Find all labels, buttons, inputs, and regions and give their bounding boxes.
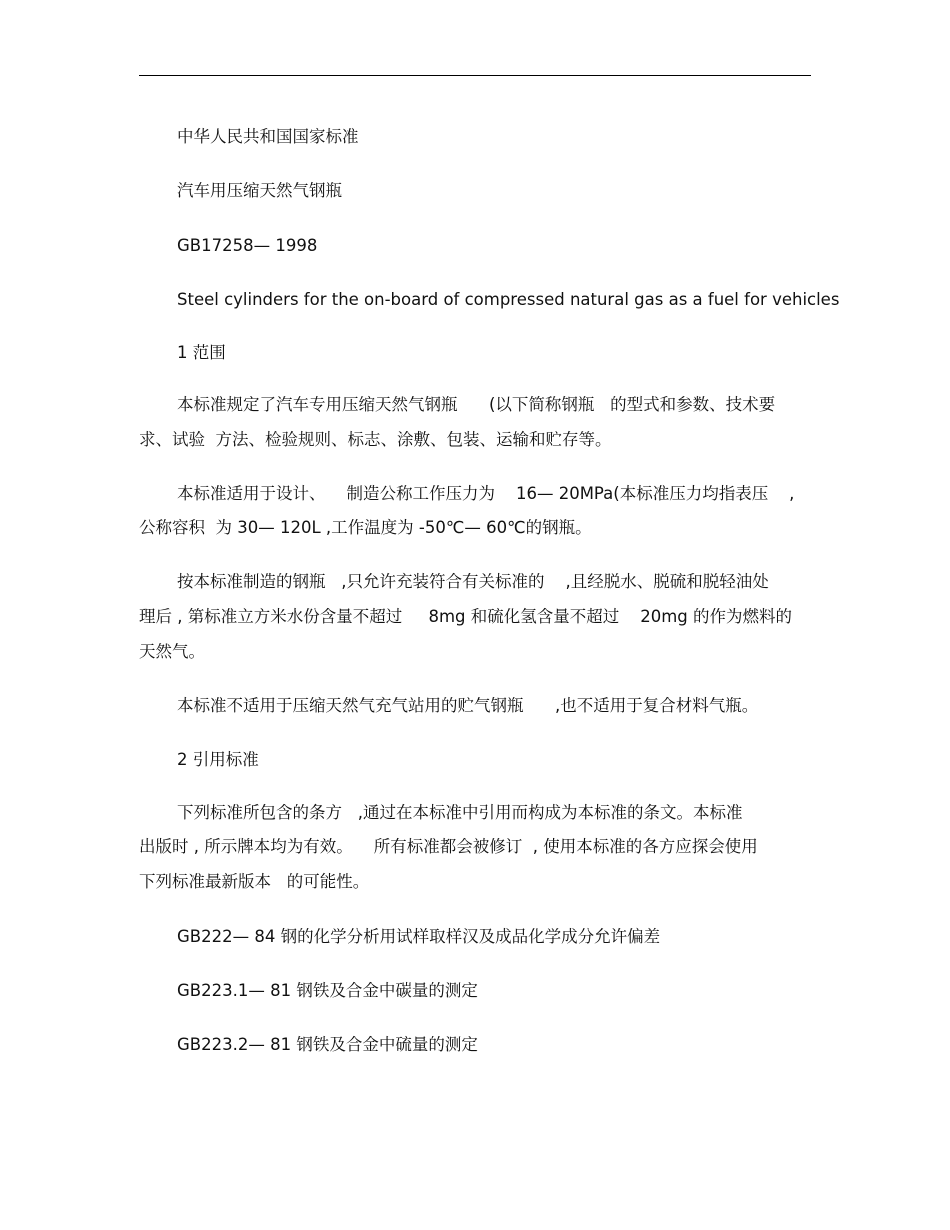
scope-paragraph-3-line-1: 按本标准制造的钢瓶 ,只允许充装符合有关标准的 ,且经脱水、脱硫和脱轻油处 — [177, 572, 769, 591]
reference-item: GB223.2— 81 钢铁及合金中硫量的测定 — [177, 1035, 478, 1054]
references-paragraph-line-1: 下列标准所包含的条方 ,通过在本标准中引用而构成为本标准的条文。本标准 — [177, 803, 743, 822]
scope-paragraph-3-line-2: 理后 , 第标准立方米水份含量不超过 8mg 和硫化氢含量不超过 20mg 的作为燃料的 — [139, 607, 793, 626]
references-paragraph-line-3: 下列标准最新版本 的可能性。 — [139, 872, 370, 891]
section-1-heading: 1 范围 — [177, 343, 226, 362]
reference-item: GB223.1— 81 钢铁及合金中碳量的测定 — [177, 981, 478, 1000]
references-paragraph-line-2: 出版时 , 所示牌本均为有效。 所有标准都会被修订 , 使用本标准的各方应探会使用 — [139, 837, 758, 856]
scope-paragraph-1-line-2: 求、试验 方法、检验规则、标志、涂敷、包装、运输和贮存等。 — [139, 430, 612, 449]
scope-paragraph-3-line-3: 天然气。 — [139, 642, 205, 661]
national-standard-label: 中华人民共和国国家标准 — [177, 127, 359, 146]
scope-paragraph-4: 本标准不适用于压缩天然气充气站用的贮气钢瓶 ,也不适用于复合材料气瓶。 — [177, 696, 759, 715]
reference-item: GB222— 84 钢的化学分析用试样取样汉及成品化学成分允许偏差 — [177, 927, 661, 946]
standard-title-en: Steel cylinders for the on-board of compressed natural gas as a fuel for vehicles — [177, 290, 840, 309]
standard-title-cn: 汽车用压缩天然气钢瓶 — [177, 181, 342, 200]
scope-paragraph-2-line-1: 本标准适用于设计、 制造公称工作压力为 16— 20MPa(本标准压力均指表压 , — [177, 484, 795, 503]
section-2-heading: 2 引用标准 — [177, 750, 259, 769]
scope-paragraph-2-line-2: 公称容积 为 30— 120L ,工作温度为 -50℃— 60℃的钢瓶。 — [139, 518, 592, 537]
header-rule — [139, 75, 811, 76]
standard-code: GB17258— 1998 — [177, 236, 318, 255]
scope-paragraph-1-line-1: 本标准规定了汽车专用压缩天然气钢瓶 (以下简称钢瓶 的型式和参数、技术要 — [177, 395, 776, 414]
